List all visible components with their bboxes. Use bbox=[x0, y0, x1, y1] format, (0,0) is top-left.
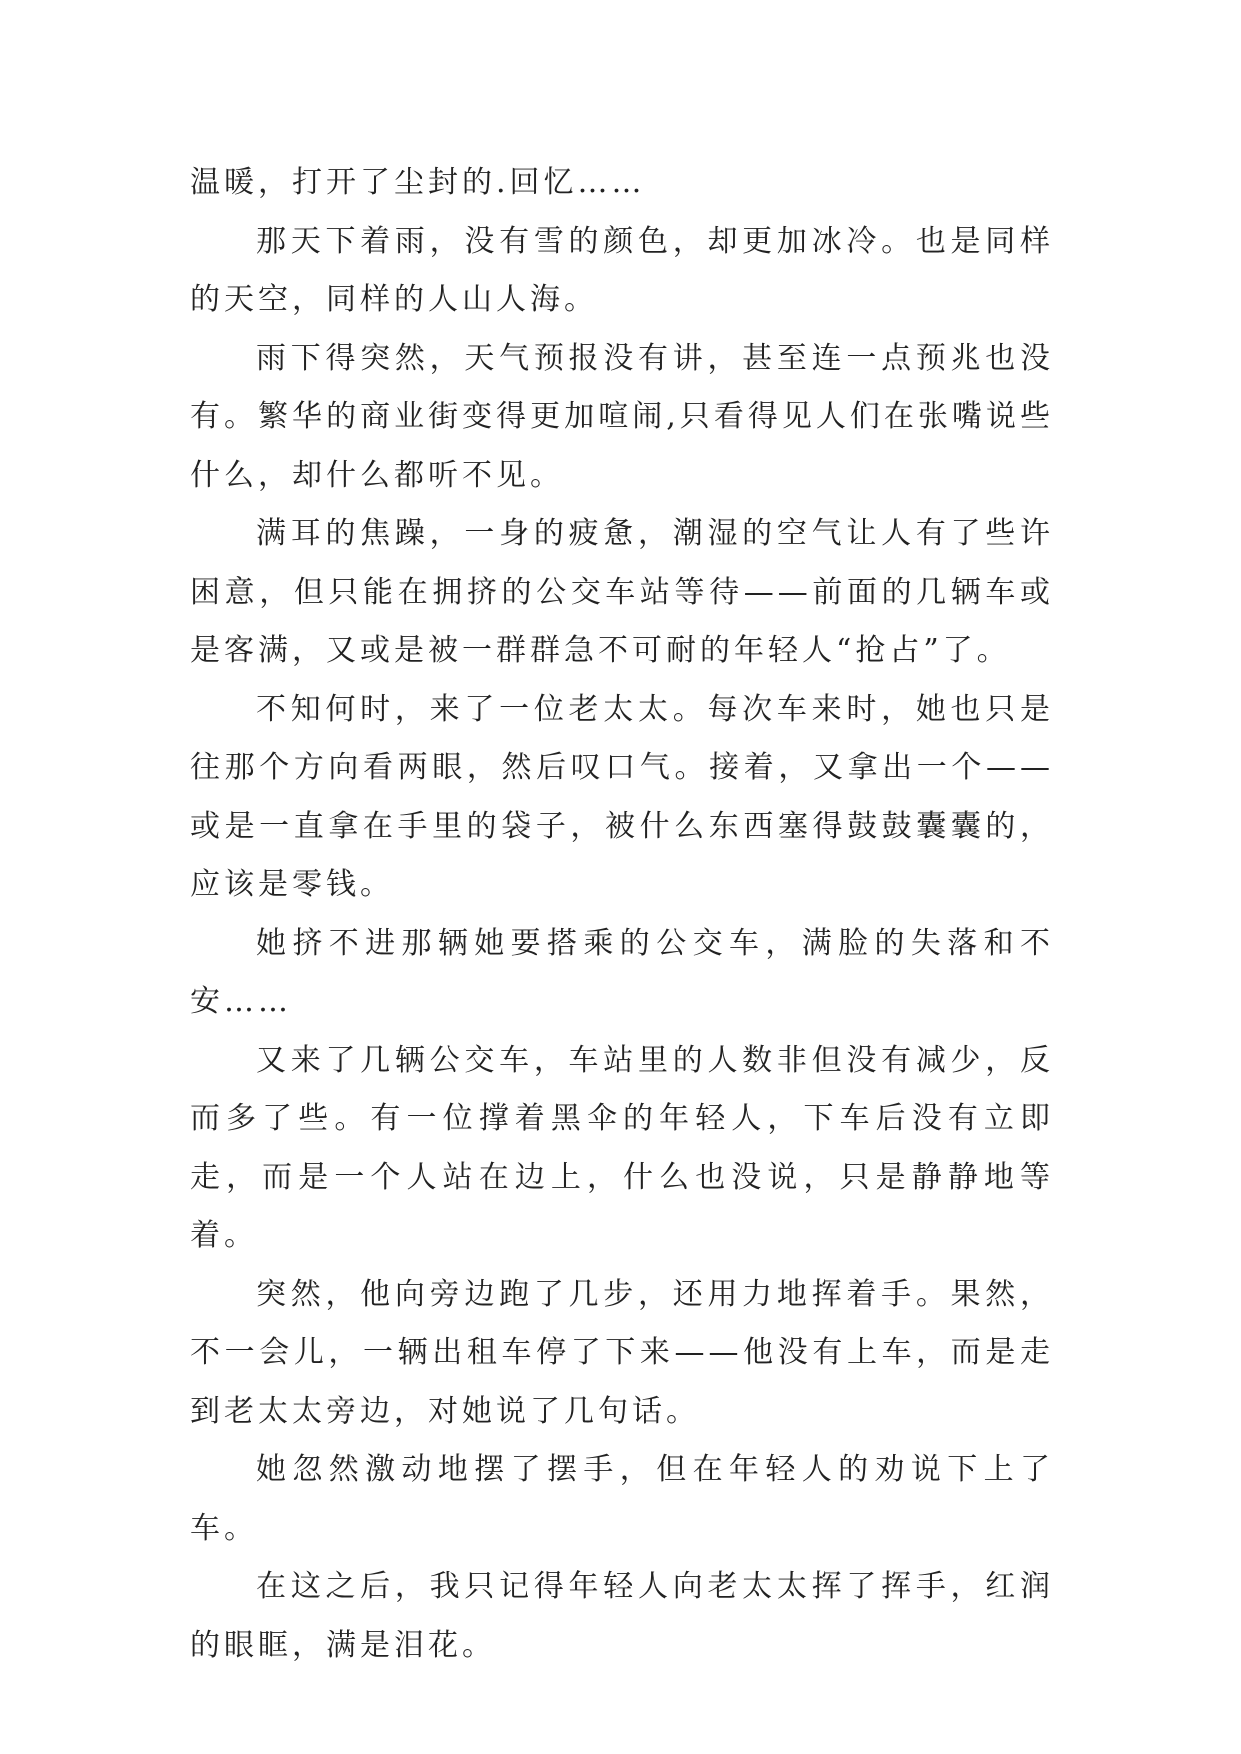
paragraph-10: 在这之后，我只记得年轻人向老太太挥了挥手，红润的眼眶，满是泪花。 bbox=[190, 1569, 1054, 1663]
paragraph-1: 温暖，打开了尘封的.回忆…… bbox=[190, 165, 646, 200]
document-body bbox=[190, 154, 1054, 1675]
paragraph-8: 突然，他向旁边跑了几步，还用力地挥着手。果然，不一会儿，一辆出租车停了下来——他没有上车，而是走到老太太旁边，对她说了几句话。 bbox=[190, 1276, 1054, 1429]
paragraph-2: 那天下着雨，没有雪的颜色，却更加冰冷。也是同样的天空，同样的人山人海。 bbox=[190, 223, 1054, 317]
paragraph-4: 满耳的焦躁，一身的疲惫，潮湿的空气让人有了些许困意，但只能在拥挤的公交车站等待——前面的几辆车或是客满，又或是被一群群急不可耐的年轻人“抢占”了。 bbox=[190, 516, 1054, 668]
paragraph-3: 雨下得突然，天气预报没有讲，甚至连一点预兆也没有。繁华的商业街变得更加喧闹,只看得见人们在张嘴说些什么，却什么都听不见。 bbox=[190, 340, 1054, 493]
paragraph-5: 不知何时，来了一位老太太。每次车来时，她也只是往那个方向看两眼，然后叹口气。接着，又拿出一个——或是一直拿在手里的袋子，被什么东西塞得鼓鼓囊囊的，应该是零钱。 bbox=[190, 691, 1054, 902]
paragraph-9: 她忽然激动地摆了摆手，但在年轻人的劝说下上了车。 bbox=[190, 1452, 1054, 1546]
paragraph-7: 又来了几辆公交车，车站里的人数非但没有减少，反而多了些。有一位撑着黑伞的年轻人，下车后没有立即走，而是一个人站在边上，什么也没说，只是静静地等着。 bbox=[190, 1042, 1054, 1253]
paragraph-6: 她挤不进那辆她要搭乘的公交车，满脸的失落和不安…… bbox=[190, 925, 1054, 1019]
